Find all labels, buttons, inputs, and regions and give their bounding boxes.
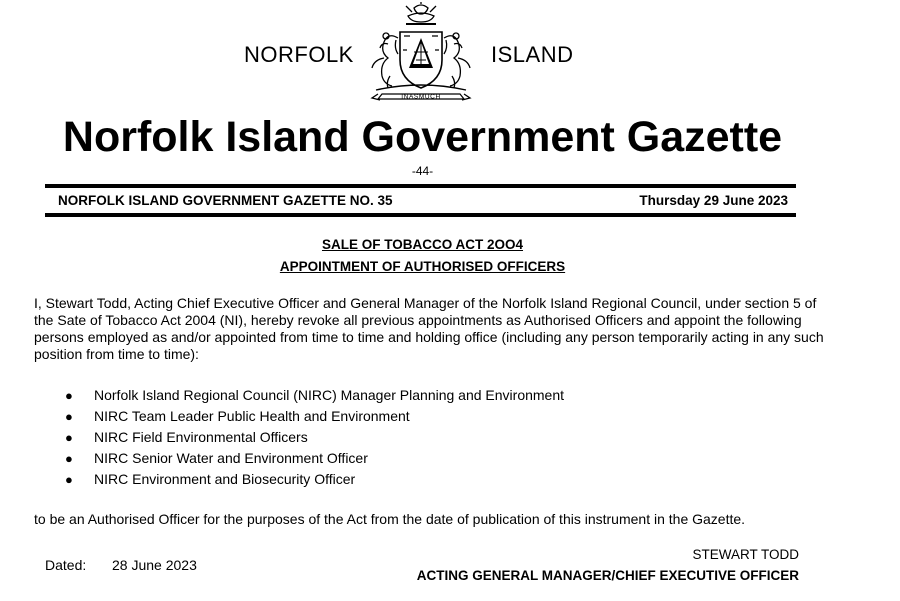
list-item bbox=[34, 387, 814, 408]
officer-position: Norfolk Island Regional Council (NIRC) Manager Planning and Environment bbox=[94, 387, 565, 403]
list-item bbox=[34, 471, 814, 492]
notice-closing-paragraph: to be an Authorised Officer for the purposes of the Act from the date of publication of this instrument in the Gazette. bbox=[34, 511, 746, 527]
officer-list bbox=[34, 387, 814, 492]
signatory-title: ACTING GENERAL MANAGER/CHIEF EXECUTIVE OFFICER bbox=[416, 568, 799, 583]
gazette-title: Norfolk Island Government Gazette bbox=[62, 113, 783, 161]
bullet-icon: ● bbox=[65, 451, 73, 466]
notice-heading-act: SALE OF TOBACCO ACT 2OO4 bbox=[321, 237, 524, 252]
officer-position: NIRC Team Leader Public Health and Environment bbox=[94, 408, 410, 424]
bullet-icon: ● bbox=[65, 409, 73, 424]
list-item bbox=[34, 450, 814, 471]
list-item bbox=[34, 429, 814, 450]
notice-heading-appointment: APPOINTMENT OF AUTHORISED OFFICERS bbox=[279, 259, 566, 274]
top-rule-divider bbox=[45, 184, 796, 188]
crest-motto: INASMUCH bbox=[401, 93, 441, 101]
masthead-island-word: ISLAND bbox=[491, 42, 574, 67]
officer-position: NIRC Environment and Biosecurity Officer bbox=[94, 471, 356, 487]
page-number: -44- bbox=[411, 164, 434, 178]
gazette-number: NORFOLK ISLAND GOVERNMENT GAZETTE NO. 35 bbox=[58, 193, 393, 208]
notice-intro-paragraph: I, Stewart Todd, Acting Chief Executive Officer and General Manager of the Norfolk Island Regional Council, under section 5 of the Sate of Tobacco Act 2004 (NI), hereby revoke all previous appointments as Authorised Officers and appoint the following persons employed as and/or appointed from time to time and holding office (including any person temporarily acting in any such position from time to time): bbox=[34, 295, 824, 362]
signatory-name: STEWART TODD bbox=[692, 547, 799, 562]
dated-value: 28 June 2023 bbox=[112, 557, 197, 573]
gazette-date: Thursday 29 June 2023 bbox=[639, 193, 788, 208]
bullet-icon: ● bbox=[65, 388, 73, 403]
officer-position: NIRC Field Environmental Officers bbox=[94, 429, 308, 445]
officer-position: NIRC Senior Water and Environment Officer bbox=[94, 450, 368, 466]
list-item bbox=[34, 408, 814, 429]
bullet-icon: ● bbox=[65, 472, 73, 487]
coat-of-arms-icon bbox=[362, 2, 480, 106]
dated-label: Dated: bbox=[45, 557, 87, 573]
masthead-norfolk-word: NORFOLK bbox=[244, 42, 354, 67]
bullet-icon: ● bbox=[65, 430, 73, 445]
bottom-rule-divider bbox=[45, 213, 796, 217]
